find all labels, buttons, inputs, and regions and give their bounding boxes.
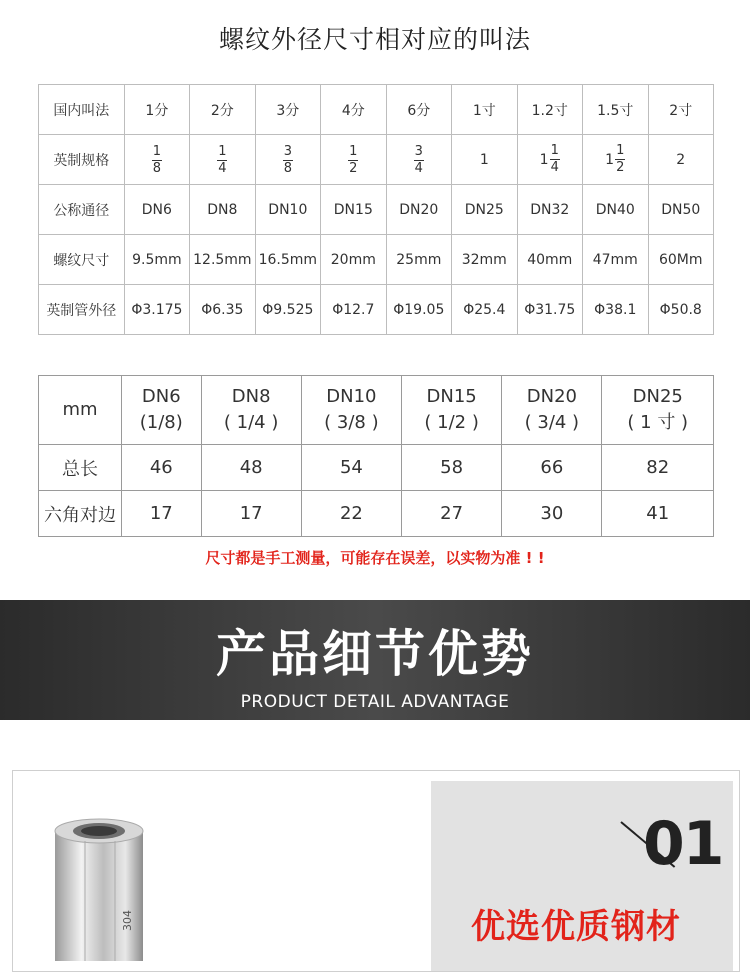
whole-number: 1 <box>539 151 549 168</box>
size-table-cell: Φ25.4 <box>452 285 517 335</box>
dimension-table-row <box>39 491 714 537</box>
denominator: 8 <box>283 160 292 176</box>
hex-coupling-image <box>49 811 149 961</box>
feature-title: 优选优质钢材 <box>471 907 681 947</box>
size-table-cell: 40mm <box>517 235 582 285</box>
denominator: 2 <box>616 160 625 175</box>
inch-size-label: (1/8) <box>139 412 183 433</box>
size-table-cell: Φ3.175 <box>124 285 189 335</box>
size-table-cell: 6分 <box>386 85 451 135</box>
whole-number: 1 <box>605 151 615 168</box>
size-table-cell: DN25 <box>452 185 517 235</box>
size-table-cell: Φ6.35 <box>190 285 255 335</box>
size-table-cell: 47mm <box>583 235 648 285</box>
dimension-row-label: 总长 <box>39 445 122 491</box>
size-table-cell: 9.5mm <box>124 235 189 285</box>
dn-label: DN6 <box>141 386 181 407</box>
feature-card <box>12 770 740 972</box>
whole-number: 1 <box>479 151 489 168</box>
page-title: 螺纹外径尺寸相对应的叫法 <box>218 25 531 54</box>
fraction <box>414 144 424 177</box>
size-table-cell: Φ12.7 <box>321 285 386 335</box>
size-table-cell: 4分 <box>321 85 386 135</box>
dimension-column-header <box>602 376 714 445</box>
whole-number: 2 <box>676 151 686 168</box>
dimension-table-row <box>39 445 714 491</box>
numerator: 1 <box>218 143 227 159</box>
dn-label: DN25 <box>632 386 683 407</box>
measurement-note: 尺寸都是手工测量，可能存在误差，以实物为准 ! ! <box>205 549 545 567</box>
size-table-cell: DN6 <box>124 185 189 235</box>
dimension-cell: 46 <box>122 445 202 491</box>
imperial-spec-cell <box>321 135 386 185</box>
banner-title: 产品细节优势 <box>216 625 534 683</box>
denominator: 8 <box>152 160 161 176</box>
imperial-spec-cell <box>124 135 189 185</box>
dimension-cell: 17 <box>122 491 202 537</box>
imperial-spec-cell <box>255 135 320 185</box>
dimension-column-header <box>122 376 202 445</box>
banner-subtitle: PRODUCT DETAIL ADVANTAGE <box>240 692 510 712</box>
size-table-cell: Φ38.1 <box>583 285 648 335</box>
dimension-cell: 48 <box>201 445 301 491</box>
feature-number: 01 <box>643 809 723 879</box>
numerator: 3 <box>283 143 292 159</box>
inch-size-label: ( 3/8 ) <box>324 412 379 433</box>
dn-label: DN20 <box>526 386 577 407</box>
dn-label: DN10 <box>326 386 377 407</box>
denominator: 4 <box>218 160 227 176</box>
size-table-cell: 25mm <box>386 235 451 285</box>
imperial-spec-cell <box>452 135 517 185</box>
material-marking: 304 <box>121 910 134 931</box>
dimension-cell: 17 <box>201 491 301 537</box>
numerator: 1 <box>550 143 559 158</box>
size-table-cell: 1分 <box>124 85 189 135</box>
numerator: 1 <box>349 143 358 159</box>
size-table-cell: 12.5mm <box>190 235 255 285</box>
size-table-row <box>39 135 714 185</box>
dimension-table <box>38 375 714 537</box>
size-table-cell: 1.5寸 <box>583 85 648 135</box>
size-table-cell: 1.2寸 <box>517 85 582 135</box>
dimension-cell: 82 <box>602 445 714 491</box>
dimension-table-header <box>39 376 714 445</box>
dimension-column-header <box>201 376 301 445</box>
size-table-cell: Φ9.525 <box>255 285 320 335</box>
size-table-row-label: 英制管外径 <box>39 285 125 335</box>
fraction <box>348 144 358 177</box>
imperial-spec-cell <box>648 135 714 185</box>
size-table-row <box>39 285 714 335</box>
imperial-spec-cell <box>517 135 582 185</box>
size-table-row-label: 螺纹尺寸 <box>39 235 125 285</box>
inch-size-label: ( 3/4 ) <box>524 412 580 433</box>
fraction <box>550 143 560 176</box>
feature-panel <box>431 781 733 971</box>
size-table-row-label: 公称通径 <box>39 185 125 235</box>
size-table-row <box>39 235 714 285</box>
size-table-cell: Φ31.75 <box>517 285 582 335</box>
inch-size-label: ( 1/4 ) <box>223 412 279 433</box>
dn-label: DN8 <box>231 386 271 407</box>
size-table-row-label: 国内叫法 <box>39 85 125 135</box>
dimension-row-label: 六角对边 <box>39 491 122 537</box>
fraction <box>615 143 625 176</box>
fraction <box>217 144 227 177</box>
size-table-row-label: 英制规格 <box>39 135 125 185</box>
size-table-cell: DN50 <box>648 185 714 235</box>
unit-label: mm <box>39 376 122 445</box>
denominator: 2 <box>349 160 358 176</box>
dimension-cell: 58 <box>402 445 502 491</box>
size-table-cell: DN10 <box>255 185 320 235</box>
size-table-cell: DN40 <box>583 185 648 235</box>
size-table-cell: 32mm <box>452 235 517 285</box>
size-table-cell: 60Mm <box>648 235 714 285</box>
inch-size-label: ( 1/2 ) <box>424 412 479 433</box>
inch-size-label: ( 1 寸 ) <box>627 412 689 433</box>
size-table-cell: 3分 <box>255 85 320 135</box>
size-table <box>38 84 714 335</box>
dimension-cell: 54 <box>301 445 401 491</box>
size-table-cell: 20mm <box>321 235 386 285</box>
numerator: 3 <box>414 143 423 159</box>
dimension-cell: 22 <box>301 491 401 537</box>
size-table-cell: DN20 <box>386 185 451 235</box>
numerator: 1 <box>152 143 161 159</box>
dimension-cell: 66 <box>502 445 602 491</box>
size-table-cell: DN15 <box>321 185 386 235</box>
size-table-row <box>39 85 714 135</box>
numerator: 1 <box>616 143 625 158</box>
dimension-column-header <box>402 376 502 445</box>
size-table-cell: 16.5mm <box>255 235 320 285</box>
denominator: 4 <box>550 160 559 175</box>
imperial-spec-cell <box>190 135 255 185</box>
imperial-spec-cell <box>386 135 451 185</box>
size-table-cell: DN8 <box>190 185 255 235</box>
size-table-cell: 2寸 <box>648 85 714 135</box>
section-banner <box>0 600 750 720</box>
imperial-spec-cell <box>583 135 648 185</box>
dn-label: DN15 <box>426 386 477 407</box>
fraction <box>152 144 162 177</box>
size-table-cell: 1寸 <box>452 85 517 135</box>
fraction <box>283 144 293 177</box>
denominator: 4 <box>414 160 423 176</box>
size-table-cell: 2分 <box>190 85 255 135</box>
dimension-cell: 30 <box>502 491 602 537</box>
dimension-column-header <box>502 376 602 445</box>
dimension-column-header <box>301 376 401 445</box>
size-table-cell: Φ50.8 <box>648 285 714 335</box>
dimension-cell: 41 <box>602 491 714 537</box>
size-table-cell: Φ19.05 <box>386 285 451 335</box>
dimension-cell: 27 <box>402 491 502 537</box>
size-table-cell: DN32 <box>517 185 582 235</box>
size-table-row <box>39 185 714 235</box>
